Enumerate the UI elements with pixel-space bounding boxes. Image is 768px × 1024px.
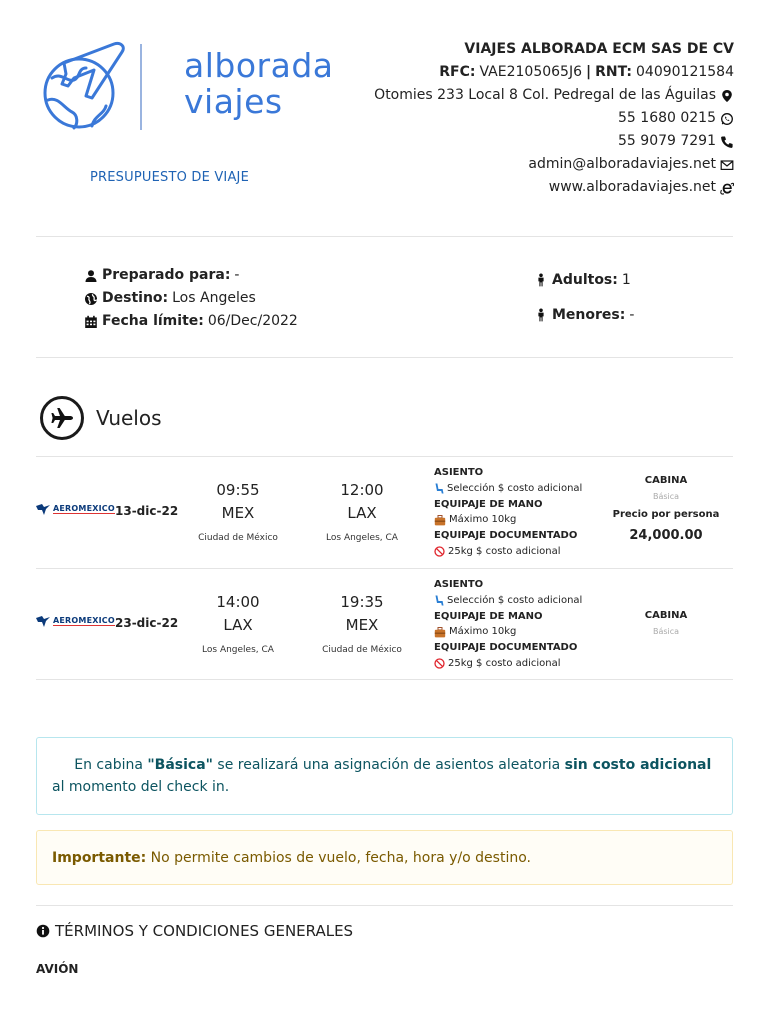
destination-row (84, 287, 298, 310)
company-whatsapp-row (374, 107, 734, 130)
flight-details (434, 465, 582, 560)
arrival (302, 593, 422, 655)
cabin-info (606, 475, 726, 543)
adults-label: Adultos: (552, 272, 618, 288)
rnt-value: 04090121584 (636, 64, 734, 80)
departure-code: MEX (221, 504, 255, 522)
seat-row (434, 481, 582, 497)
company-phone[interactable]: 55 9079 7291 (618, 133, 716, 149)
checked-label: EQUIPAJE DOCUMENTADO (434, 530, 578, 542)
user-icon (84, 269, 98, 283)
divider-bottom (36, 905, 733, 906)
arrival-code: LAX (347, 504, 377, 522)
carryon-label: EQUIPAJE DE MANO (434, 610, 543, 622)
company-website-row (374, 176, 734, 199)
seat-assignment-alert (36, 737, 733, 815)
company-email[interactable]: admin@alboradaviajes.net (528, 156, 716, 172)
price-label: Precio por persona (612, 509, 720, 520)
company-address: Otomies 233 Local 8 Col. Pedregal de las Águilas (374, 87, 716, 103)
company-name: VIAJES ALBORADA ECM SAS DE CV (464, 41, 734, 57)
carryon-row (434, 512, 582, 528)
deadline-label: Fecha límite: (102, 313, 204, 329)
seat-value: Selección $ costo adicional (447, 482, 583, 494)
info-circle-icon (36, 924, 50, 938)
calendar-icon (84, 315, 98, 329)
carryon-label: EQUIPAJE DE MANO (434, 498, 543, 510)
divider-top (36, 236, 733, 237)
phone-icon (720, 135, 734, 149)
terms-title: TÉRMINOS Y CONDICIONES GENERALES (55, 922, 354, 940)
destination-value: Los Angeles (172, 290, 256, 306)
rfc-label: RFC: (439, 64, 476, 80)
arrival-time: 12:00 (340, 481, 384, 499)
departure-city: Ciudad de México (198, 533, 278, 543)
checked-row (434, 656, 582, 672)
id-separator: | (586, 64, 592, 80)
brand-line-1: alborada (184, 46, 334, 85)
airline-logo (36, 615, 115, 627)
seat-value: Selección $ costo adicional (447, 594, 583, 606)
alert-line-1 (52, 754, 718, 776)
adults-row (534, 270, 634, 290)
seat-label: ASIENTO (434, 579, 484, 590)
company-ids (374, 61, 734, 84)
envelope-icon (720, 158, 734, 172)
globe-plane-icon (34, 38, 134, 138)
quote-header (0, 0, 768, 236)
departure (178, 481, 298, 543)
checked-label: EQUIPAJE DOCUMENTADO (434, 642, 578, 654)
airline-logo (36, 503, 115, 515)
alert-text: se realizará una asignación de asientos aleatoria (212, 757, 565, 773)
seat-icon (434, 483, 444, 494)
important-alert (36, 830, 733, 885)
arrival-time: 19:35 (340, 593, 384, 611)
flights-section-header (40, 396, 162, 440)
departure-code: LAX (223, 616, 253, 634)
alert-text: En cabina (74, 757, 148, 773)
aeromexico-eagle-icon (36, 503, 50, 515)
passenger-counts (534, 270, 634, 325)
destination-label: Destino: (102, 290, 169, 306)
company-address-row (374, 84, 734, 107)
departure-time: 09:55 (216, 481, 260, 499)
brand-line-2: viajes (184, 82, 283, 121)
alert-highlight: sin costo adicional (564, 757, 712, 773)
departure-city: Los Angeles, CA (202, 645, 274, 655)
company-phone-row (374, 130, 734, 153)
carryon-value: Máximo 10kg (449, 626, 517, 638)
minors-label: Menores: (552, 307, 626, 323)
carryon-row (434, 624, 582, 640)
flight-row (36, 568, 733, 680)
rfc-value: VAE2105065J6 (479, 64, 582, 80)
rnt-label: RNT: (595, 64, 633, 80)
alert-cabin: "Básica" (147, 757, 213, 773)
flight-row (36, 456, 733, 568)
flight-date: 23-dic-22 (115, 616, 179, 630)
deadline-row (84, 310, 298, 333)
person-icon (534, 273, 548, 287)
suitcase-icon (434, 627, 446, 638)
aeromexico-eagle-icon (36, 615, 50, 627)
deadline-value: 06/Dec/2022 (207, 313, 298, 329)
cabin-info (606, 610, 726, 636)
map-marker-icon (720, 89, 734, 103)
checked-row (434, 544, 582, 560)
checked-value: 25kg $ costo adicional (448, 657, 561, 669)
cabin-value: Básica (652, 492, 680, 501)
checked-value: 25kg $ costo adicional (448, 545, 561, 557)
globe-icon (84, 292, 98, 306)
arrival-city: Los Angeles, CA (326, 533, 398, 543)
ban-icon (434, 658, 445, 669)
minors-row (534, 305, 634, 325)
price-value: 24,000.00 (629, 528, 703, 543)
plane-icon (40, 396, 84, 440)
company-email-row (374, 153, 734, 176)
carryon-value: Máximo 10kg (449, 514, 517, 526)
important-label: Importante: (52, 850, 147, 866)
divider-middle (36, 357, 733, 358)
departure (178, 593, 298, 655)
whatsapp-icon (720, 112, 734, 126)
client-info (84, 264, 298, 333)
airline-name: AEROMEXICO (53, 616, 115, 625)
terms-header (36, 922, 353, 940)
cabin-value: Básica (652, 627, 680, 636)
important-text: No permite cambios de vuelo, fecha, hora y/o destino. (146, 850, 531, 866)
arrival-city: Ciudad de México (322, 645, 402, 655)
flights-section-title: Vuelos (96, 406, 162, 430)
cabin-label: CABINA (644, 475, 688, 486)
suitcase-icon (434, 515, 446, 526)
alert-line-2: al momento del check in. (52, 779, 230, 795)
prepared-for-row (84, 264, 298, 287)
flight-details (434, 577, 582, 672)
arrival (302, 481, 422, 543)
document-type: PRESUPUESTO DE VIAJE (90, 170, 250, 185)
company-logo (34, 38, 334, 138)
cabin-label: CABINA (644, 610, 688, 621)
departure-time: 14:00 (216, 593, 260, 611)
seat-row (434, 593, 582, 609)
seat-icon (434, 595, 444, 606)
ban-icon (434, 546, 445, 557)
seat-label: ASIENTO (434, 467, 484, 478)
company-info (374, 38, 734, 199)
adults-value: 1 (621, 272, 631, 288)
prepared-for-label: Preparado para: (102, 267, 231, 283)
prepared-for-value: - (234, 267, 240, 283)
airline-name: AEROMEXICO (53, 504, 115, 513)
arrival-code: MEX (345, 616, 379, 634)
terms-subtitle: AVIÓN (36, 962, 79, 976)
person-icon (534, 308, 548, 322)
flight-date: 13-dic-22 (115, 504, 179, 518)
internet-explorer-icon (720, 181, 734, 195)
company-whatsapp[interactable]: 55 1680 0215 (618, 110, 716, 126)
company-website[interactable]: www.alboradaviajes.net (548, 179, 716, 195)
minors-value: - (629, 307, 635, 323)
